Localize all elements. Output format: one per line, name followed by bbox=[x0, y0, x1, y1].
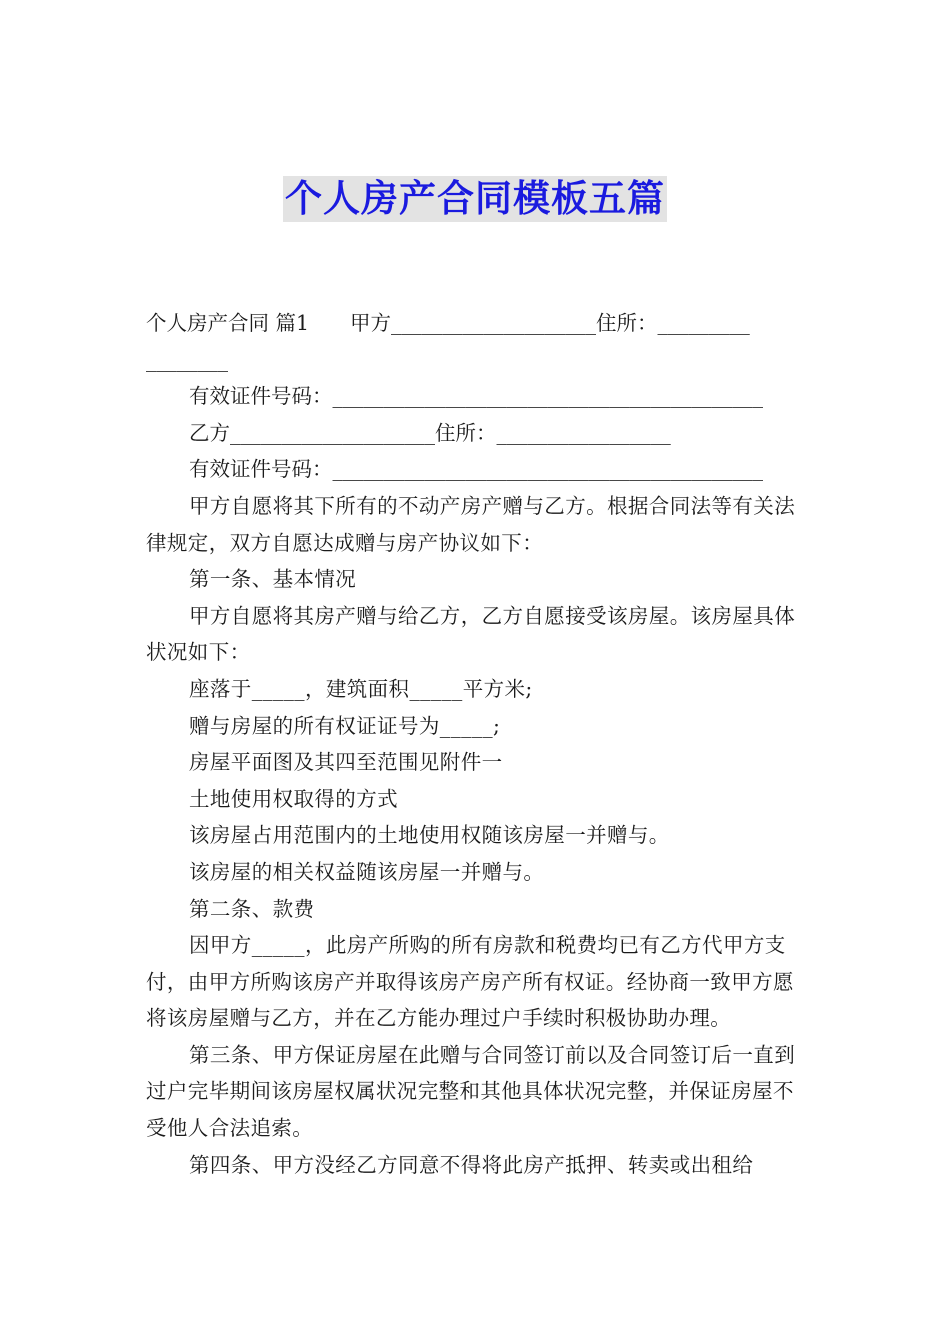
floor-plan-line: 房屋平面图及其四至范围见附件一 bbox=[189, 750, 503, 775]
article-1-heading: 第一条、基本情况 bbox=[189, 567, 357, 592]
certificate-line: 赠与房屋的所有权证证号为_____; bbox=[189, 713, 501, 738]
land-use-line: 土地使用权取得的方式 bbox=[189, 786, 398, 811]
party-b-line: 乙方____________________住所：_________________ bbox=[189, 420, 671, 445]
document-body bbox=[146, 305, 806, 1183]
article-4-paragraph: 第四条、甲方没经乙方同意不得将此房产抵押、转卖或出租给 bbox=[189, 1152, 754, 1177]
location-line: 座落于_____，建筑面积_____平方米; bbox=[189, 676, 533, 701]
article-2-paragraph: 因甲方_____，此房产所购的所有房款和税费均已有乙方代甲方支付，由甲方所购该房产并取得该房产房产所有权证。经协商一致甲方愿将该房屋赠与乙方，并在乙方能办理过户手续时积极协助办理。 bbox=[146, 933, 794, 1031]
rights-gift-line: 该房屋的相关权益随该房屋一并赠与。 bbox=[189, 859, 545, 884]
party-b-id-line: 有效证件号码：__________________________________________ bbox=[189, 457, 763, 482]
land-use-gift-line: 该房屋占用范围内的土地使用权随该房屋一并赠与。 bbox=[189, 823, 670, 848]
party-a-id-line: 有效证件号码：__________________________________________ bbox=[189, 384, 763, 409]
article-3-paragraph: 第三条、甲方保证房屋在此赠与合同签订前以及合同签订后一直到过户完毕期间该房屋权属状况完整和其他具体状况完整，并保证房屋不受他人合法追索。 bbox=[146, 1042, 796, 1141]
intro-paragraph: 甲方自愿将其下所有的不动产房产赠与乙方。根据合同法等有关法律规定，双方自愿达成赠与房产协议如下： bbox=[146, 493, 796, 555]
party-a-line: 个人房产合同 篇1 甲方____________________住所：_________ bbox=[146, 311, 750, 335]
title-container bbox=[0, 176, 950, 222]
document-title: 个人房产合同模板五篇 bbox=[285, 177, 665, 220]
article-1-paragraph: 甲方自愿将其房产赠与给乙方，乙方自愿接受该房屋。该房屋具体状况如下： bbox=[146, 603, 796, 665]
article-2-heading: 第二条、款费 bbox=[189, 896, 315, 921]
party-a-address-continuation: ________ bbox=[146, 347, 228, 372]
